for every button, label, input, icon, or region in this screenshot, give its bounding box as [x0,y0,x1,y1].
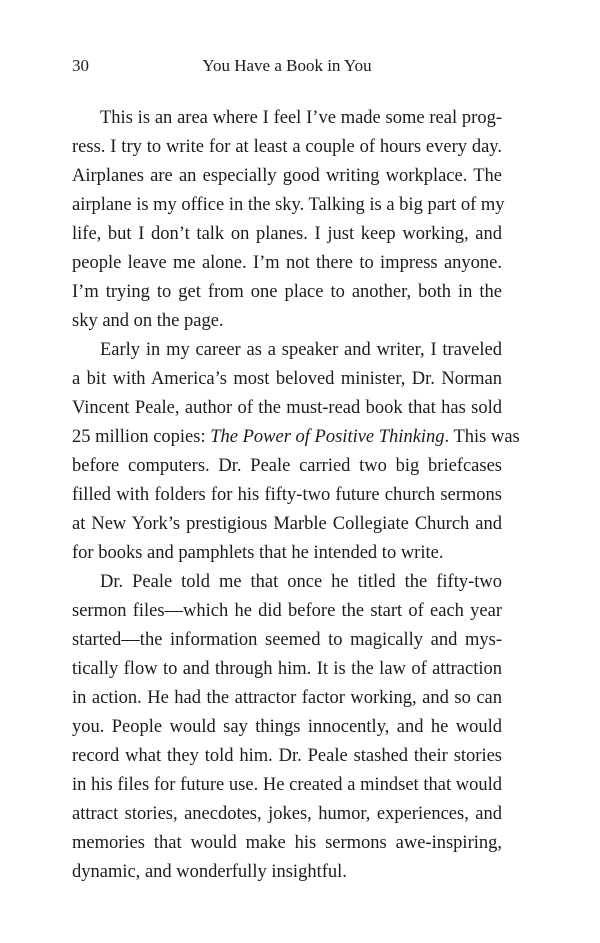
text-line: in action. He had the attractor factor working, and so can [72,688,502,708]
text-line: tically flow to and through him. It is the law of attraction [72,659,502,679]
text-line-with-book-title [72,423,520,452]
text-line: at New York’s prestigious Marble Collegiate Church and [72,514,502,534]
page-number: 30 [72,56,89,75]
body-text [72,104,520,887]
text-line: dynamic, and wonderfully insightful. [72,862,347,882]
text-line: memories that would make his sermons awe-inspiring, [72,833,502,853]
text-line: filled with folders for his fifty-two future church sermons [72,485,502,505]
text-line: record what they told him. Dr. Peale stashed their stories [72,746,502,766]
running-head: You Have a Book in You [202,56,372,75]
page-header [72,56,502,80]
text-line: life, but I don’t talk on planes. I just keep working, and [72,224,502,244]
text-line: in his files for future use. He created a mindset that would [72,775,502,795]
book-title: The Power of Positive Thinking [210,427,445,447]
text-line: Airplanes are an especially good writing workplace. The [72,166,502,186]
text-segment: 25 million copies: [72,427,211,447]
text-line: Dr. Peale told me that once he titled the fifty-two [100,572,502,592]
text-line: attract stories, anecdotes, jokes, humor, experiences, and [72,804,502,824]
text-line: Vincent Peale, author of the must-read book that has sold [72,398,502,418]
text-line: airplane is my office in the sky. Talking is a big part of my [72,195,505,215]
text-line: sermon files—which he did before the start of each year [72,601,502,621]
text-line: for books and pamphlets that he intended to write. [72,543,444,563]
text-line: Early in my career as a speaker and writer, I traveled [100,340,502,360]
text-line: This is an area where I feel I’ve made some real prog- [100,108,502,128]
text-line: ress. I try to write for at least a couple of hours every day. [72,137,502,157]
text-line: a bit with America’s most beloved minister, Dr. Norman [72,369,502,389]
text-line: before computers. Dr. Peale carried two big briefcases [72,456,502,476]
text-line: people leave me alone. I’m not there to impress anyone. [72,253,502,273]
text-line: sky and on the page. [72,311,224,331]
text-line: you. People would say things innocently, and he would [72,717,502,737]
text-line: started—the information seemed to magically and mys- [72,630,502,650]
text-line: I’m trying to get from one place to another, both in the [72,282,502,302]
text-segment: . This was [444,427,520,447]
